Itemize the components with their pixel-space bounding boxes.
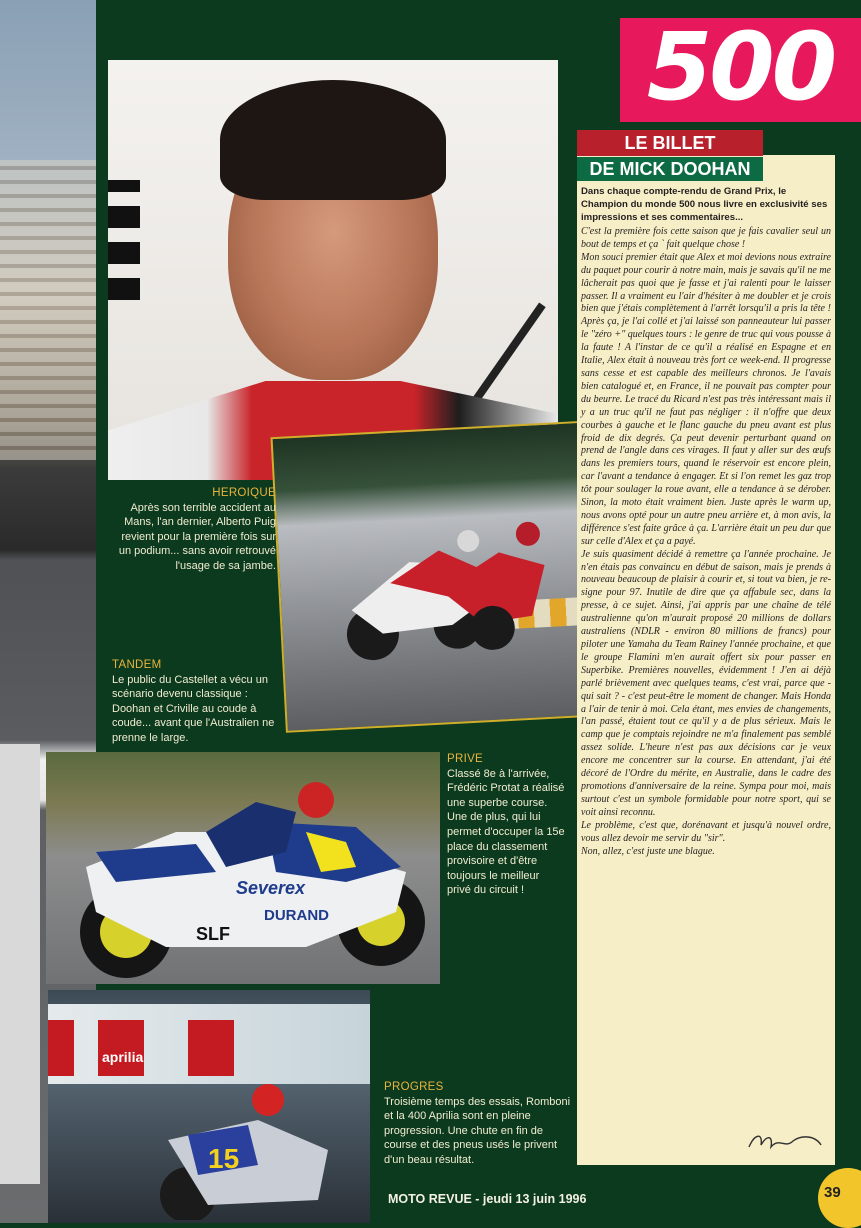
caption-tandem	[112, 658, 284, 746]
caption-heroique-title: HEROIQUE	[212, 487, 276, 499]
billet-body	[581, 185, 831, 858]
caption-heroique	[108, 486, 276, 574]
billet-title-line2: DE MICK DOOHAN	[577, 157, 763, 181]
slf-sponsor: SLF	[196, 924, 230, 944]
caption-prive-text: Classé 8e à l'arrivée, Frédéric Protat a réalisé une superbe course. Une de plus, qui lui permet d'occuper la 15e place du classement provisoire et d'être toujours le meilleur privé du circuit !	[447, 767, 565, 897]
caption-tandem-text: Le public du Castellet a vécu un scénario devenu classique : Doohan et Criville au coude à coude... avant que l'Australien ne prenne le large.	[112, 673, 275, 744]
page-footer: MOTO REVUE - jeudi 13 juin 1996	[388, 1192, 587, 1206]
bike-number: 15	[208, 1143, 240, 1174]
severex-sponsor: Severex	[236, 878, 306, 898]
grandstand-crowd	[0, 160, 96, 460]
caption-heroique-text: Après son terrible accident au Mans, l'an dernier, Alberto Puig revient pour la première fois sur un podium... sans avoir retrouvé l'usage de sa jambe.	[118, 501, 276, 572]
category-500-logo	[620, 13, 861, 122]
caption-progres-title: PROGRES	[384, 1081, 444, 1093]
severex-bike-illustration	[56, 772, 436, 982]
billet-paragraph-3: Je suis quasiment décidé à remettre ça l'année prochaine. Je n'en étais pas convaincu en début de saison, mais je prends à nouveau beaucoup de plaisir à courir et, si tout va bien, je re-signe pour 97. Inutile de dire que ça affabule sec, dans la presse, à ce sujet. Ainsi, j'ai appris par une chaîne de télé australienne qu'on m'aurait proposé 20 millions de dollars australiens (NDLR - environ 80 millions de francs) pour piloter une Yamaha du Team Rainey l'année prochaine, et que le groupe Flamini m'en aurait offert six pour passer en Superbike. Premières nouvelles, évidemment ! J'en ai déjà parlé brièvement avec quelques teams, c'est vrai, parce que - qui sait ? - c'est peut-être le moment de changer. Mais Honda a l'air de tenir à moi. Cela étant, mes envies de changements, l'an passé, étaient tout ce qu'il y a de plus sérieux. Mais le camp que je comptais rejoindre ne m'a finalement pas semblé assez solide. L'heure n'est pas aux décisions car je veux encore me concentrer sur la course. En attendant, j'ai été décoré de l'Ordre du mérite, en Australie, dans le cadre des promotions d'anniversaire de la reine. Sympa pour moi, mais surtout c'est un symbole formidable pour notre sport, qui se voit ainsi reconnu.	[581, 548, 831, 818]
progres-pit-photo	[48, 990, 370, 1223]
tandem-race-photo	[270, 419, 629, 733]
portrait-bg-stripe	[108, 180, 140, 300]
aprilia-bike-illustration	[148, 1080, 348, 1220]
billet-paragraph-5: Non, allez, c'est juste une blague.	[581, 845, 715, 857]
page-number: 39	[824, 1184, 841, 1201]
page-number-badge	[818, 1168, 861, 1228]
billet-paragraph-1: C'est la première fois cette saison que je fais cavalier seul un bout de temps et ça ` fait quelque chose !	[581, 226, 831, 250]
caption-progres	[384, 1080, 574, 1168]
two-bikes-illustration	[327, 504, 575, 666]
billet-paragraph-2: Mon souci premier était que Alex et moi devions nous extraire du paquet pour courir à notre main, mais je savais qu'il ne me lâcherait pas quoi que je fasse et j'ai ralenti pour le laisser passer. Il a vraiment eu l'air d'hésiter à me doubler et je crois bien que j'étais complètement à l'arrêt lorsqu'il a pris la tête ! Après ça, je l'ai collé et j'ai laissé son panneauteur lui passer le "zéro +" quelques tours : le genre de truc qui vous pousse à la faute ! A l'instar de ce qu'il a réalisé en Espagne et en Italie, Alex était à nouveau très fort ce week-end. Il progresse sans cesse et est capable des meilleurs chronos. Je l'avais bien catalogué et, en France, il ne pouvait pas compter pour du beurre. Le tracé du Ricard n'est pas très intéressant mais il y a un truc qu'il ne faut pas négliger : il n'offre que deux courbes à gauche et le flanc gauche du pneu avant est plus froid de dix degrés. Ça peut devenir perturbant quand on prend de l'angle dans ces virages. Il faut y aller sur des œufs dans les premiers tours, quand le réservoir est encore plein, car l'avant a tendance à engager. Et si l'on remet les gaz trop tôt pour soulager la roue avant, elle a tendance à se dérober. Sinon, la moto était vraiment bien. Juste après le warm up, nous avons opté pour un autre pneu arrière et, à mon avis, la différence s'est faite grâce à ça. L'arrière était un peu dur que sur celle d'Alex et ça a payé.	[581, 251, 831, 547]
billet-title-line1: LE BILLET	[577, 130, 763, 156]
caption-prive	[447, 752, 565, 898]
aprilia-panel-mid	[188, 1020, 234, 1076]
billet-column	[577, 155, 835, 1165]
caption-prive-title: PRIVE	[447, 753, 484, 765]
prive-bike-photo	[46, 752, 440, 984]
doohan-portrait-photo	[108, 60, 558, 480]
logo-text: 500	[646, 13, 835, 122]
aprilia-logo	[100, 1046, 170, 1068]
billet-intro: Dans chaque compte-rendu de Grand Prix, le Champion du monde 500 nous livre en exclusivité ses impressions et ses commentaires...	[581, 186, 828, 223]
track-edge	[0, 744, 40, 1184]
caption-tandem-title: TANDEM	[112, 659, 162, 671]
aprilia-logo-text: aprilia	[102, 1049, 144, 1065]
durand-sponsor: DURAND	[264, 907, 329, 924]
portrait-bg-pole	[470, 303, 545, 406]
aprilia-panel-edge	[48, 1020, 74, 1076]
caption-progres-text: Troisième temps des essais, Romboni et la 400 Aprilia sont en pleine progression. Une chute en fin de course et des pneus usés le privent d'un beau résultat.	[384, 1095, 571, 1166]
doohan-signature	[745, 1129, 825, 1155]
billet-paragraph-4: Le problème, c'est que, dorénavant et jusqu'à nouvel ordre, vous allez devoir me servir du "sir".	[581, 819, 831, 844]
portrait-hair	[220, 80, 446, 200]
